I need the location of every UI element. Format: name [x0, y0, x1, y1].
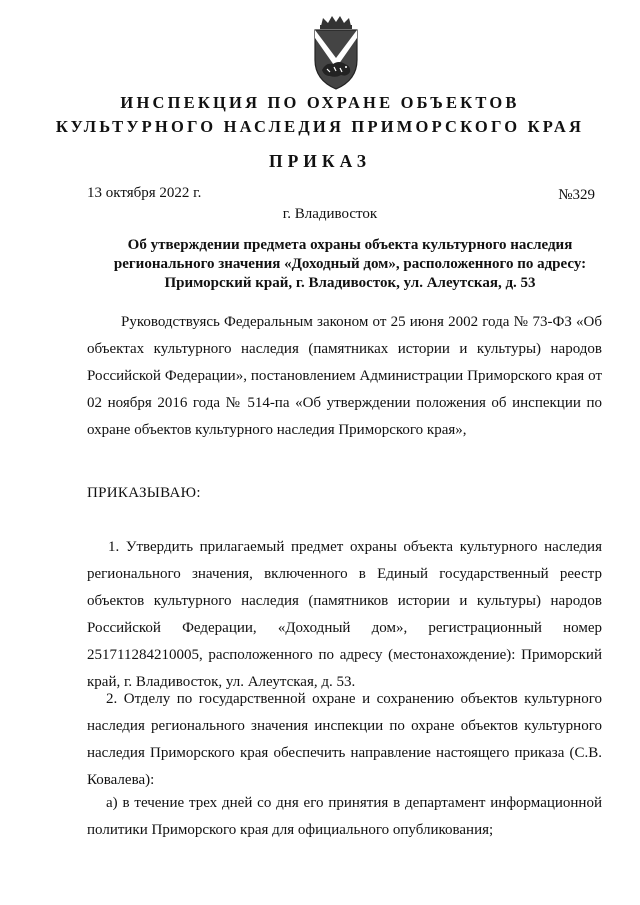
coat-of-arms-icon — [297, 14, 375, 92]
document-subject: Об утверждении предмета охраны объекта культурного наследия регионального значения «Доходный дом», расположенного по адресу: Приморский край, г. Владивосток, ул. Алеутская, д. 53 — [113, 237, 587, 291]
coat-of-arms-graphic — [297, 14, 375, 92]
preamble-paragraph: Руководствуясь Федеральным законом от 25 июня 2002 года № 73-ФЗ «Об объектах культурного наследия (памятниках истории и культуры) народов Российской Федерации», постановлением Администрации Приморского края от 02 ноября 2016 года № 514-па «Об утверждении положения об инспекции по охране объектов культурного наследия Приморского края», — [87, 314, 602, 438]
order-item-2: 2. Отделу по государственной охране и сохранению объектов культурного наследия регионального значения инспекции по охране объектов культурного наследия Приморского края обеспечить направление настоящего приказа (С.В. Ковалева): — [87, 691, 602, 788]
organization-name-line2: КУЛЬТУРНОГО НАСЛЕДИЯ ПРИМОРСКОГО КРАЯ — [55, 117, 585, 136]
organization-name-line1: ИНСПЕКЦИЯ ПО ОХРАНЕ ОБЪЕКТОВ — [120, 93, 520, 112]
document-type-title: ПРИКАЗ — [268, 151, 372, 171]
order-item-1: 1. Утвердить прилагаемый предмет охраны объекта культурного наследия регионального значения, включенного в Единый государственный реестр объектов культурного наследия (памятников истории и культуры) народов Российской Федерации, «Доходный дом», регистрационный номер 251711284210005, расположенного по адресу (местонахождение): Приморский край, г. Владивосток, ул. Алеутская, д. 53. — [87, 539, 602, 690]
order-item-2a: а) в течение трех дней со дня его принятия в департамент информационной политики Приморского края для официального опубликования; — [87, 795, 602, 838]
document-number: №329 — [558, 187, 595, 203]
document-date: 13 октября 2022 г. — [87, 185, 202, 201]
order-word: ПРИКАЗЫВАЮ: — [87, 485, 201, 501]
document-city: г. Владивосток — [282, 206, 378, 222]
